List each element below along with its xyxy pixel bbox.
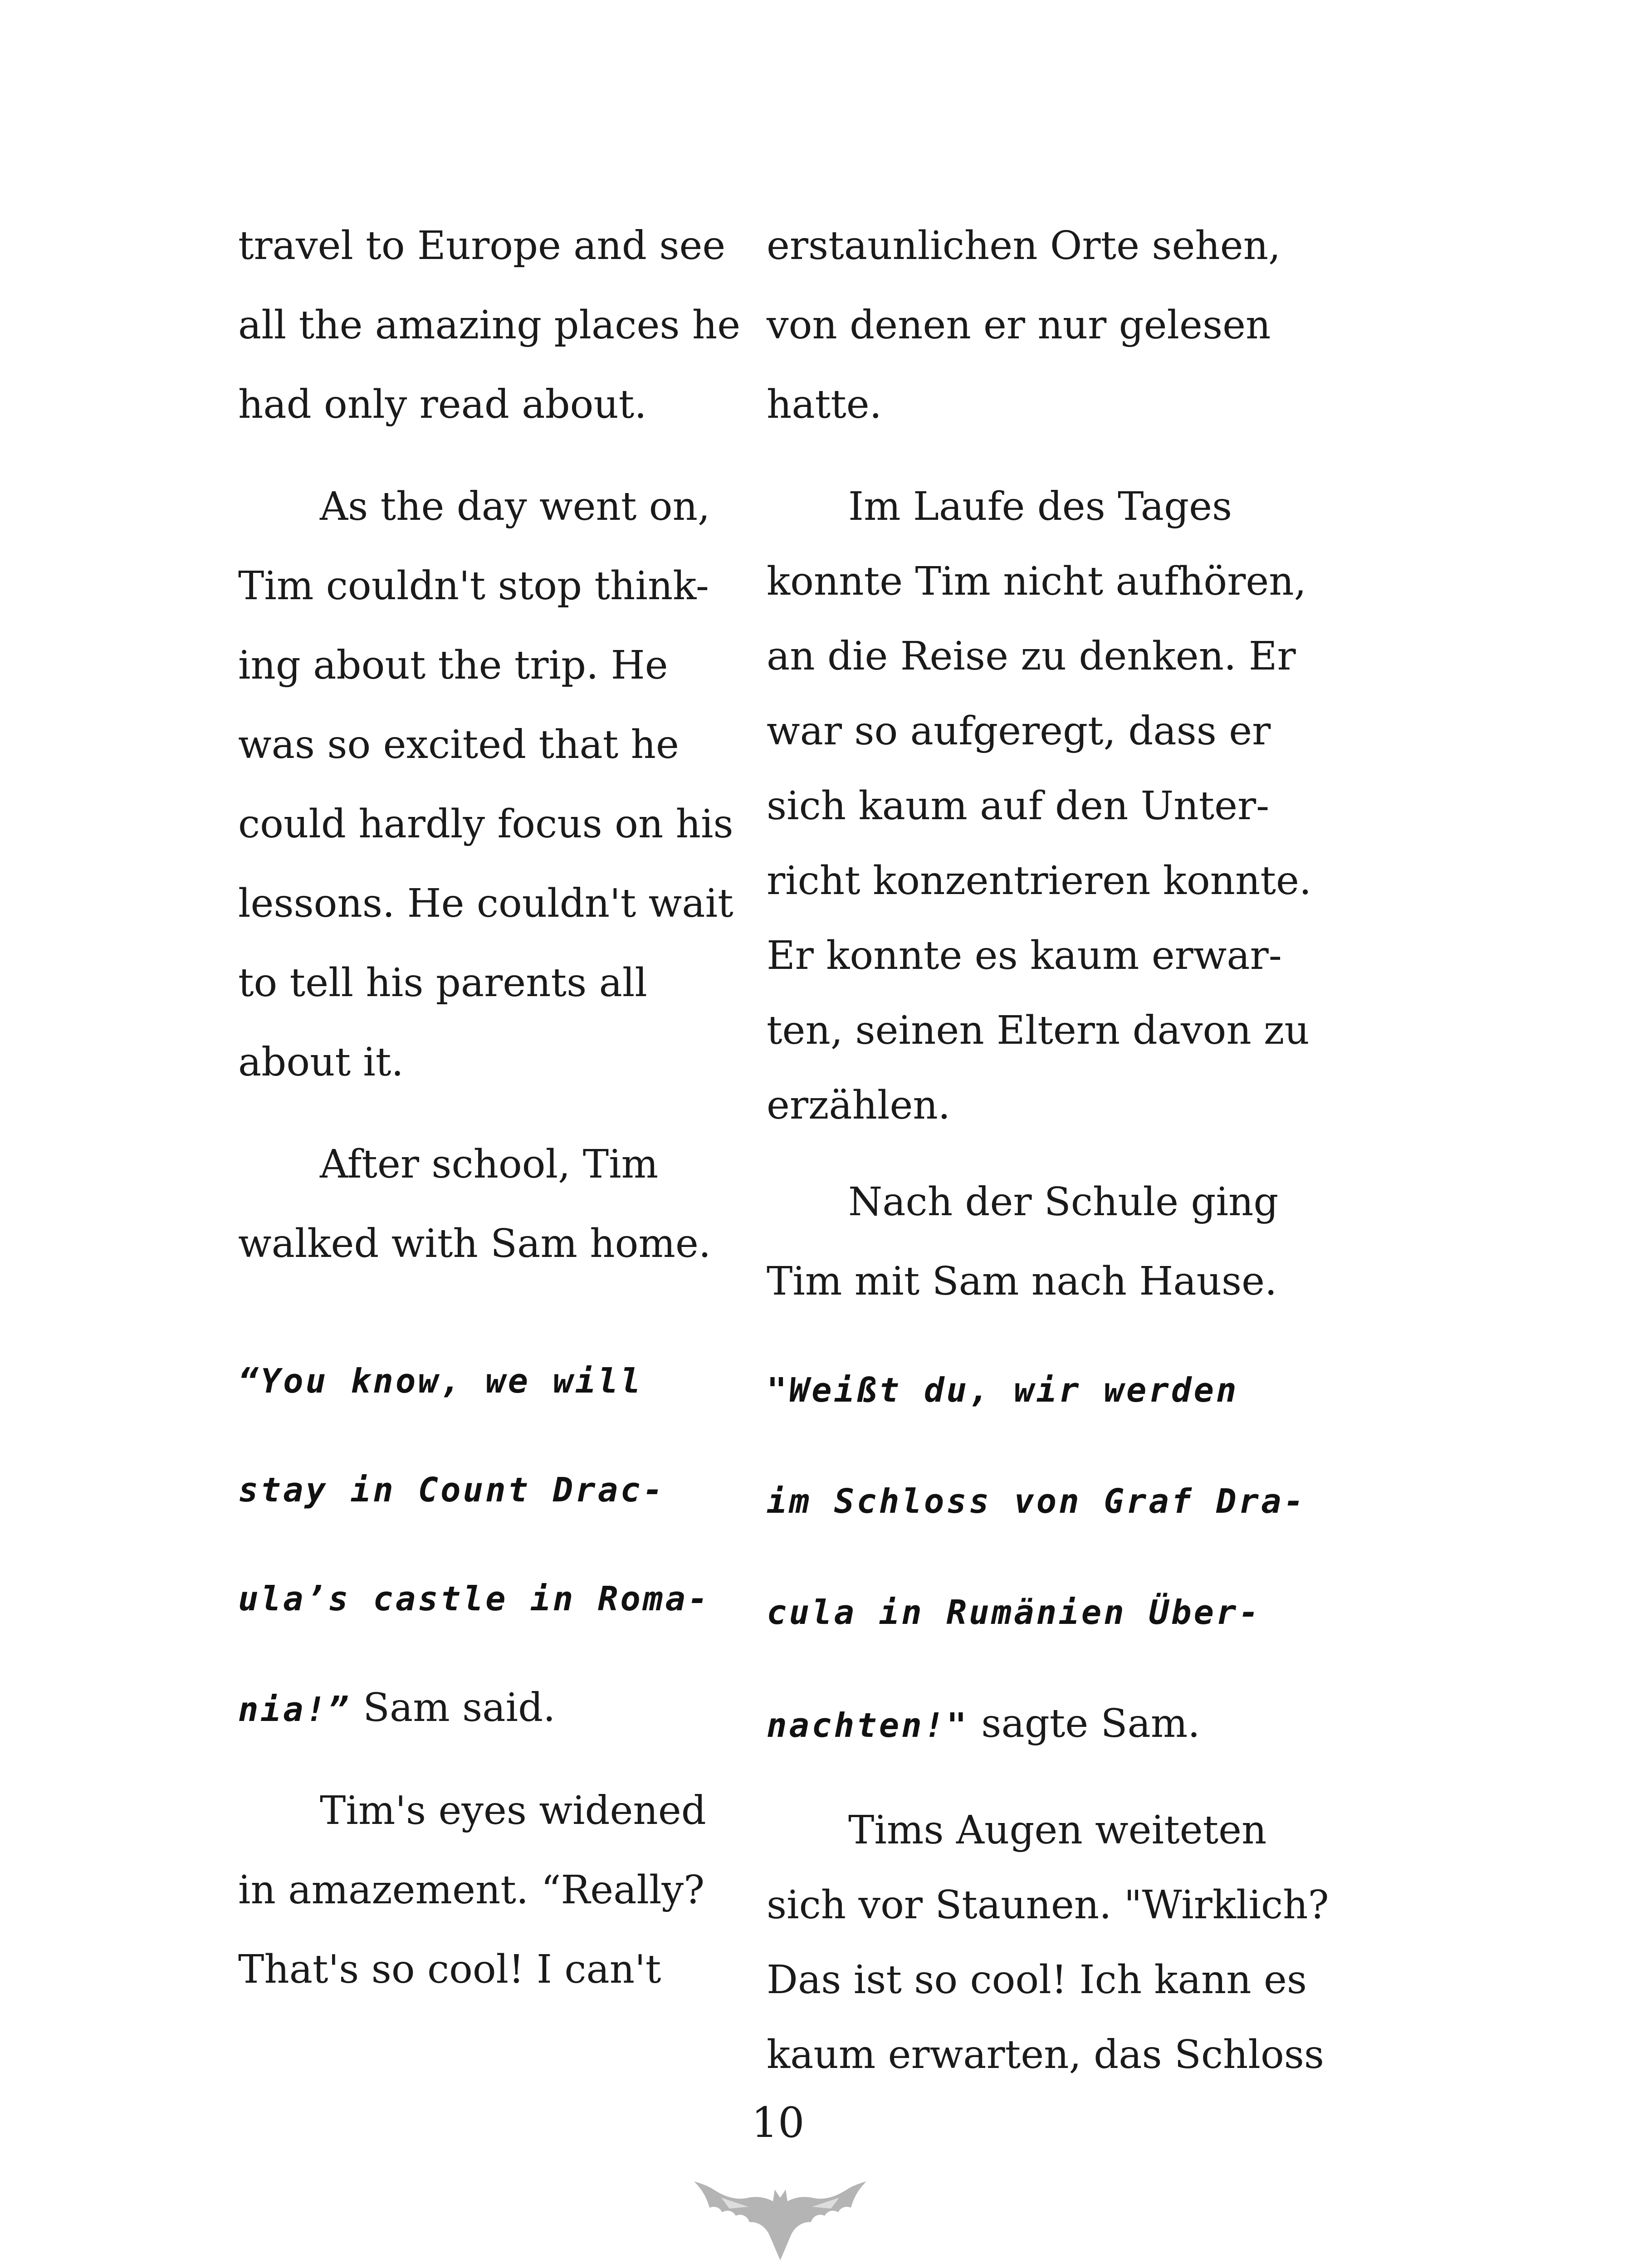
- text-line: Tim mit Sam nach Hause.: [767, 1259, 1277, 1304]
- dialogue-line: “You know, we will: [238, 1362, 643, 1401]
- dialogue-line: ula’s castle in Roma-: [238, 1579, 710, 1618]
- text-line: Im Laufe des Tages: [848, 484, 1232, 529]
- text-line: walked with Sam home.: [238, 1221, 711, 1266]
- dialogue-line: stay in Count Drac-: [238, 1471, 665, 1510]
- speaker-attribution: Sam said.: [350, 1685, 556, 1730]
- german-column: [767, 0, 1329, 2268]
- text-line: lessons. He couldn't wait: [238, 881, 733, 926]
- text-line: sich kaum auf den Unter-: [767, 783, 1270, 829]
- text-line: in amazement. “Really?: [238, 1867, 705, 1913]
- dialogue-line: [238, 1683, 555, 1733]
- text-line: richt konzentrieren konnte.: [767, 858, 1312, 904]
- english-column: [238, 0, 782, 2268]
- text-line: had only read about.: [238, 382, 647, 427]
- text-line: about it.: [238, 1040, 404, 1085]
- page-number: 10: [751, 2098, 805, 2147]
- text-line: erstaunlichen Orte sehen,: [767, 223, 1281, 269]
- bat-silhouette: [694, 2181, 866, 2260]
- text-line: to tell his parents all: [238, 960, 647, 1006]
- text-line: hatte.: [767, 382, 882, 427]
- dialogue-text: nachten!": [767, 1706, 969, 1745]
- text-line: After school, Tim: [320, 1142, 659, 1187]
- text-line: von denen er nur gelesen: [767, 303, 1271, 348]
- text-line: Er konnte es kaum erwar-: [767, 933, 1282, 978]
- text-line: Tims Augen weiteten: [848, 1808, 1267, 1853]
- text-line: war so aufgeregt, dass er: [767, 709, 1271, 754]
- text-line: was so excited that he: [238, 722, 679, 767]
- text-line: kaum erwarten, das Schloss: [767, 2032, 1324, 2077]
- dialogue-line: [767, 1699, 1200, 1749]
- text-line: an die Reise zu denken. Er: [767, 634, 1296, 679]
- text-line: Nach der Schule ging: [848, 1179, 1279, 1225]
- text-line: travel to Europe and see: [238, 223, 726, 269]
- text-line: Tim couldn't stop think-: [238, 563, 709, 609]
- text-line: Das ist so cool! Ich kann es: [767, 1957, 1307, 2003]
- text-line: ing about the trip. He: [238, 643, 668, 688]
- dialogue-line: cula in Rumänien Über-: [767, 1593, 1261, 1632]
- text-line: ten, seinen Eltern davon zu: [767, 1008, 1310, 1053]
- dialogue-line: "Weißt du, wir werden: [767, 1371, 1239, 1410]
- text-line: erzählen.: [767, 1083, 951, 1128]
- text-line: all the amazing places he: [238, 303, 741, 348]
- text-line: Tim's eyes widened: [320, 1788, 706, 1833]
- bat-icon: [694, 2180, 866, 2261]
- text-line: sich vor Staunen. "Wirklich?: [767, 1882, 1329, 1928]
- text-line: konnte Tim nicht aufhören,: [767, 559, 1306, 604]
- text-line: could hardly focus on his: [238, 802, 733, 847]
- speaker-attribution: sagte Sam.: [968, 1701, 1200, 1746]
- dialogue-text: nia!”: [238, 1690, 351, 1729]
- text-line: That's so cool! I can't: [238, 1947, 661, 1992]
- dialogue-line: im Schloss von Graf Dra-: [767, 1482, 1306, 1521]
- text-line: As the day went on,: [320, 484, 710, 529]
